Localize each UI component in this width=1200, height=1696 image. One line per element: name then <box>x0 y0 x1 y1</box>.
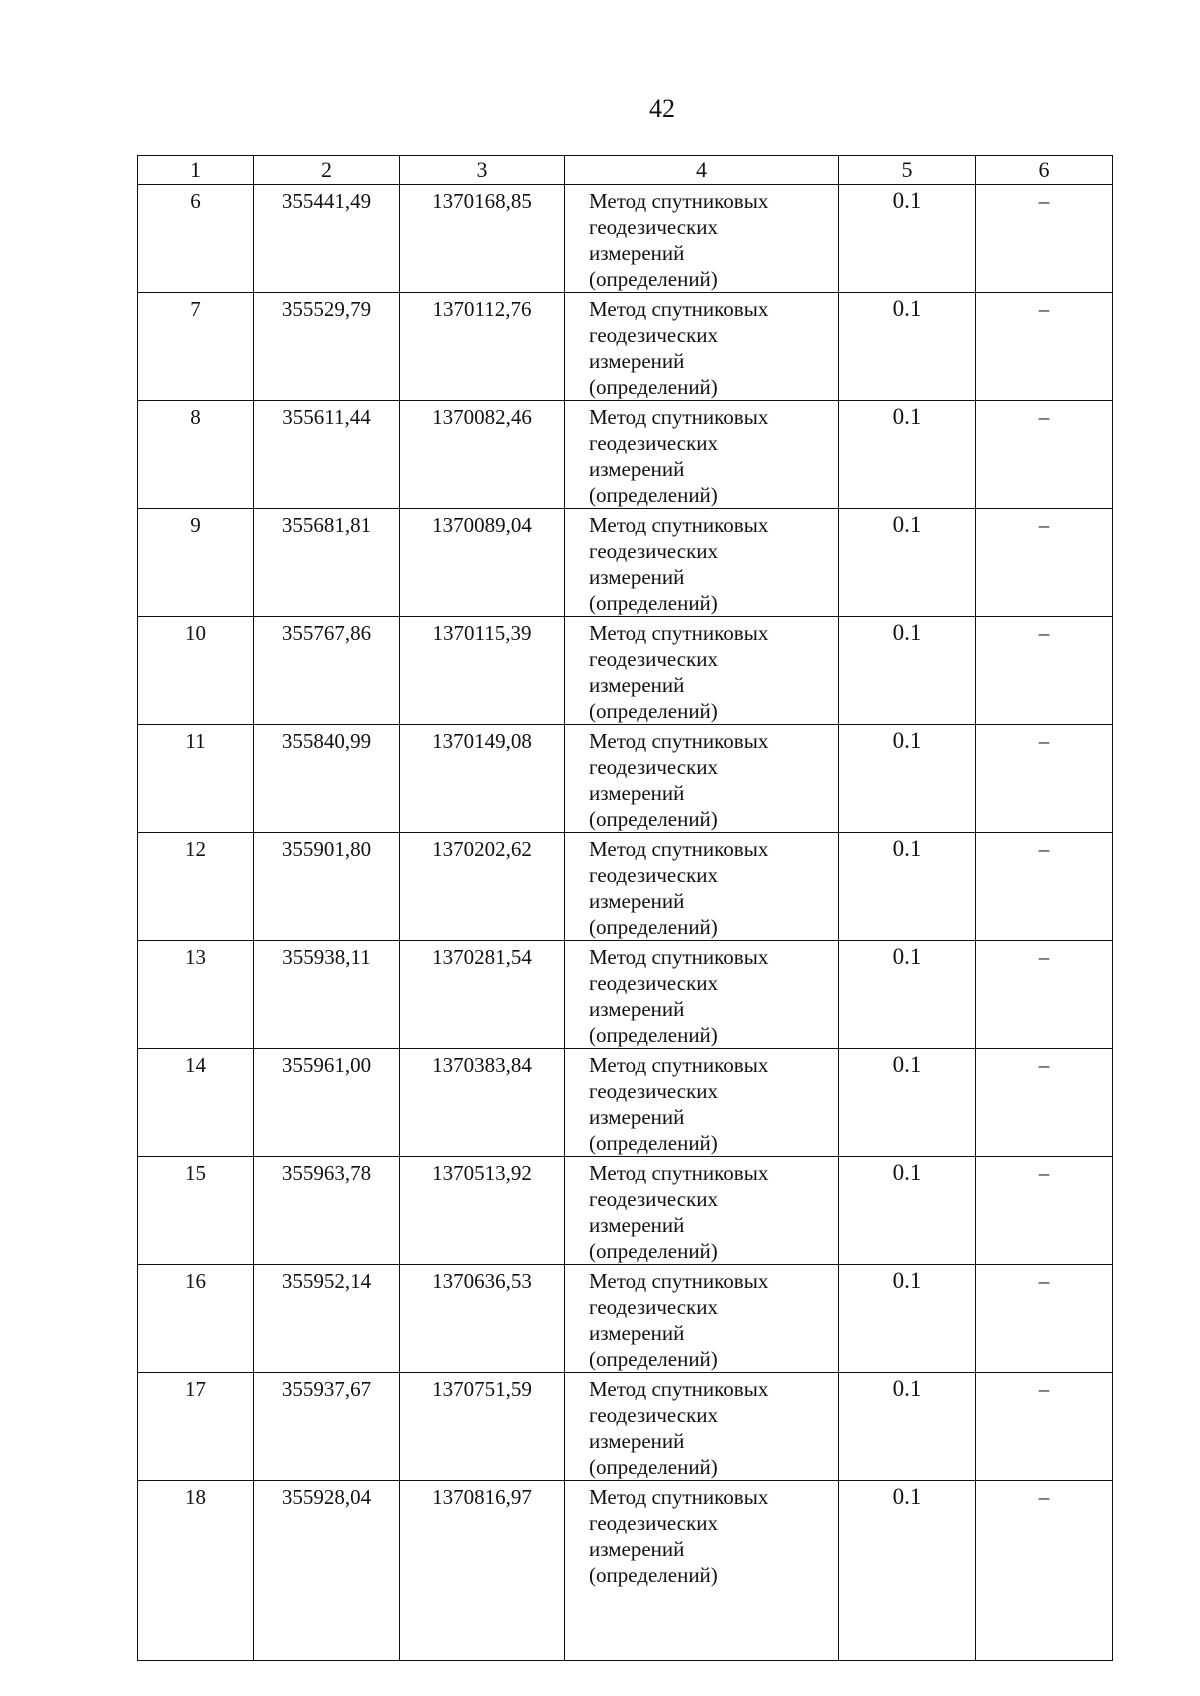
point-number-cell: 8 <box>138 401 254 509</box>
point-number-cell: 15 <box>138 1157 254 1265</box>
page-number: 42 <box>649 94 675 123</box>
point-number-cell: 12 <box>138 833 254 941</box>
y-coordinate-cell: 1370082,46 <box>400 401 565 509</box>
method-line: (определений) <box>589 699 718 723</box>
y-coordinate-cell: 1370816,97 <box>400 1481 565 1661</box>
reference-cell: – <box>976 1373 1113 1481</box>
header-cell: 3 <box>400 156 565 185</box>
table-row <box>138 617 1113 725</box>
table-row <box>138 185 1113 293</box>
method-line: Метод спутниковых <box>589 297 769 321</box>
y-coordinate-cell: 1370281,54 <box>400 941 565 1049</box>
x-coordinate-cell: 355840,99 <box>254 725 400 833</box>
method-line: измерений <box>589 997 685 1021</box>
y-coordinate-cell: 1370513,92 <box>400 1157 565 1265</box>
method-cell <box>565 185 839 293</box>
x-coordinate-cell: 355767,86 <box>254 617 400 725</box>
method-line: измерений <box>589 1429 685 1453</box>
method-cell <box>565 401 839 509</box>
table-body <box>138 185 1113 1661</box>
method-line: измерений <box>589 349 685 373</box>
method-line: геодезических <box>589 1187 719 1211</box>
method-line: измерений <box>589 1321 685 1345</box>
point-number-cell: 14 <box>138 1049 254 1157</box>
x-coordinate-cell: 355928,04 <box>254 1481 400 1661</box>
table-row <box>138 401 1113 509</box>
table-row <box>138 1157 1113 1265</box>
x-coordinate-cell: 355681,81 <box>254 509 400 617</box>
method-line: измерений <box>589 1105 685 1129</box>
method-cell <box>565 617 839 725</box>
point-number-cell: 7 <box>138 293 254 401</box>
y-coordinate-cell: 1370115,39 <box>400 617 565 725</box>
header-cell: 6 <box>976 156 1113 185</box>
x-coordinate-cell: 355901,80 <box>254 833 400 941</box>
method-cell <box>565 1157 839 1265</box>
reference-cell: – <box>976 1049 1113 1157</box>
header-cell: 5 <box>839 156 976 185</box>
y-coordinate-cell: 1370089,04 <box>400 509 565 617</box>
method-cell <box>565 509 839 617</box>
method-line: Метод спутниковых <box>589 1161 769 1185</box>
reference-cell: – <box>976 1265 1113 1373</box>
accuracy-cell: 0.1 <box>839 293 976 401</box>
method-line: геодезических <box>589 863 719 887</box>
y-coordinate-cell: 1370636,53 <box>400 1265 565 1373</box>
x-coordinate-cell: 355961,00 <box>254 1049 400 1157</box>
method-line: (определений) <box>589 591 718 615</box>
point-number-cell: 6 <box>138 185 254 293</box>
method-line: (определений) <box>589 1239 718 1263</box>
method-line: геодезических <box>589 323 719 347</box>
method-line: измерений <box>589 457 685 481</box>
method-cell <box>565 293 839 401</box>
x-coordinate-cell: 355611,44 <box>254 401 400 509</box>
method-line: (определений) <box>589 1347 718 1371</box>
table-row <box>138 941 1113 1049</box>
y-coordinate-cell: 1370112,76 <box>400 293 565 401</box>
table-row <box>138 293 1113 401</box>
header-cell: 2 <box>254 156 400 185</box>
table-row <box>138 1481 1113 1661</box>
accuracy-cell: 0.1 <box>839 1265 976 1373</box>
point-number-cell: 11 <box>138 725 254 833</box>
method-line: (определений) <box>589 807 718 831</box>
table-row <box>138 833 1113 941</box>
method-cell <box>565 1049 839 1157</box>
method-line: измерений <box>589 565 685 589</box>
method-line: (определений) <box>589 375 718 399</box>
method-line: Метод спутниковых <box>589 1377 769 1401</box>
accuracy-cell: 0.1 <box>839 1481 976 1661</box>
method-line: (определений) <box>589 1455 718 1479</box>
method-line: Метод спутниковых <box>589 513 769 537</box>
method-line: (определений) <box>589 267 718 291</box>
reference-cell: – <box>976 941 1113 1049</box>
table-row <box>138 509 1113 617</box>
method-cell <box>565 1373 839 1481</box>
point-number-cell: 18 <box>138 1481 254 1661</box>
point-number-cell: 9 <box>138 509 254 617</box>
method-line: геодезических <box>589 755 719 779</box>
method-line: геодезических <box>589 539 719 563</box>
method-line: (определений) <box>589 915 718 939</box>
accuracy-cell: 0.1 <box>839 509 976 617</box>
table-row <box>138 1049 1113 1157</box>
method-line: геодезических <box>589 215 719 239</box>
y-coordinate-cell: 1370202,62 <box>400 833 565 941</box>
accuracy-cell: 0.1 <box>839 941 976 1049</box>
y-coordinate-cell: 1370168,85 <box>400 185 565 293</box>
method-line: Метод спутниковых <box>589 1053 769 1077</box>
method-line: измерений <box>589 1213 685 1237</box>
method-line: Метод спутниковых <box>589 189 769 213</box>
x-coordinate-cell: 355937,67 <box>254 1373 400 1481</box>
y-coordinate-cell: 1370383,84 <box>400 1049 565 1157</box>
accuracy-cell: 0.1 <box>839 725 976 833</box>
reference-cell: – <box>976 1157 1113 1265</box>
method-cell <box>565 1265 839 1373</box>
method-line: измерений <box>589 673 685 697</box>
reference-cell: – <box>976 833 1113 941</box>
table-row <box>138 725 1113 833</box>
reference-cell: – <box>976 725 1113 833</box>
reference-cell: – <box>976 185 1113 293</box>
x-coordinate-cell: 355529,79 <box>254 293 400 401</box>
method-line: Метод спутниковых <box>589 621 769 645</box>
accuracy-cell: 0.1 <box>839 1373 976 1481</box>
header-cell: 1 <box>138 156 254 185</box>
accuracy-cell: 0.1 <box>839 1157 976 1265</box>
method-line: геодезических <box>589 1295 719 1319</box>
reference-cell: – <box>976 617 1113 725</box>
reference-cell: – <box>976 401 1113 509</box>
method-line: геодезических <box>589 431 719 455</box>
method-line: Метод спутниковых <box>589 945 769 969</box>
y-coordinate-cell: 1370751,59 <box>400 1373 565 1481</box>
x-coordinate-cell: 355963,78 <box>254 1157 400 1265</box>
method-line: геодезических <box>589 1403 719 1427</box>
table-row <box>138 1373 1113 1481</box>
method-cell <box>565 833 839 941</box>
point-number-cell: 10 <box>138 617 254 725</box>
method-line: геодезических <box>589 1511 719 1535</box>
method-line: измерений <box>589 1537 685 1561</box>
method-line: измерений <box>589 781 685 805</box>
method-cell <box>565 941 839 1049</box>
reference-cell: – <box>976 509 1113 617</box>
x-coordinate-cell: 355938,11 <box>254 941 400 1049</box>
method-cell <box>565 725 839 833</box>
method-cell <box>565 1481 839 1661</box>
method-line: (определений) <box>589 483 718 507</box>
method-line: (определений) <box>589 1563 718 1587</box>
point-number-cell: 13 <box>138 941 254 1049</box>
method-line: геодезических <box>589 1079 719 1103</box>
accuracy-cell: 0.1 <box>839 833 976 941</box>
method-line: Метод спутниковых <box>589 837 769 861</box>
coordinates-table <box>137 155 1113 1661</box>
method-line: измерений <box>589 889 685 913</box>
table-header-row <box>138 156 1113 185</box>
accuracy-cell: 0.1 <box>839 1049 976 1157</box>
method-line: геодезических <box>589 647 719 671</box>
method-line: Метод спутниковых <box>589 405 769 429</box>
method-line: измерений <box>589 241 685 265</box>
method-line: (определений) <box>589 1131 718 1155</box>
y-coordinate-cell: 1370149,08 <box>400 725 565 833</box>
header-cell: 4 <box>565 156 839 185</box>
table-row <box>138 1265 1113 1373</box>
accuracy-cell: 0.1 <box>839 185 976 293</box>
method-line: (определений) <box>589 1023 718 1047</box>
point-number-cell: 16 <box>138 1265 254 1373</box>
method-line: Метод спутниковых <box>589 1485 769 1509</box>
method-line: Метод спутниковых <box>589 1269 769 1293</box>
accuracy-cell: 0.1 <box>839 617 976 725</box>
method-line: Метод спутниковых <box>589 729 769 753</box>
x-coordinate-cell: 355952,14 <box>254 1265 400 1373</box>
x-coordinate-cell: 355441,49 <box>254 185 400 293</box>
point-number-cell: 17 <box>138 1373 254 1481</box>
accuracy-cell: 0.1 <box>839 401 976 509</box>
reference-cell: – <box>976 1481 1113 1661</box>
reference-cell: – <box>976 293 1113 401</box>
method-line: геодезических <box>589 971 719 995</box>
